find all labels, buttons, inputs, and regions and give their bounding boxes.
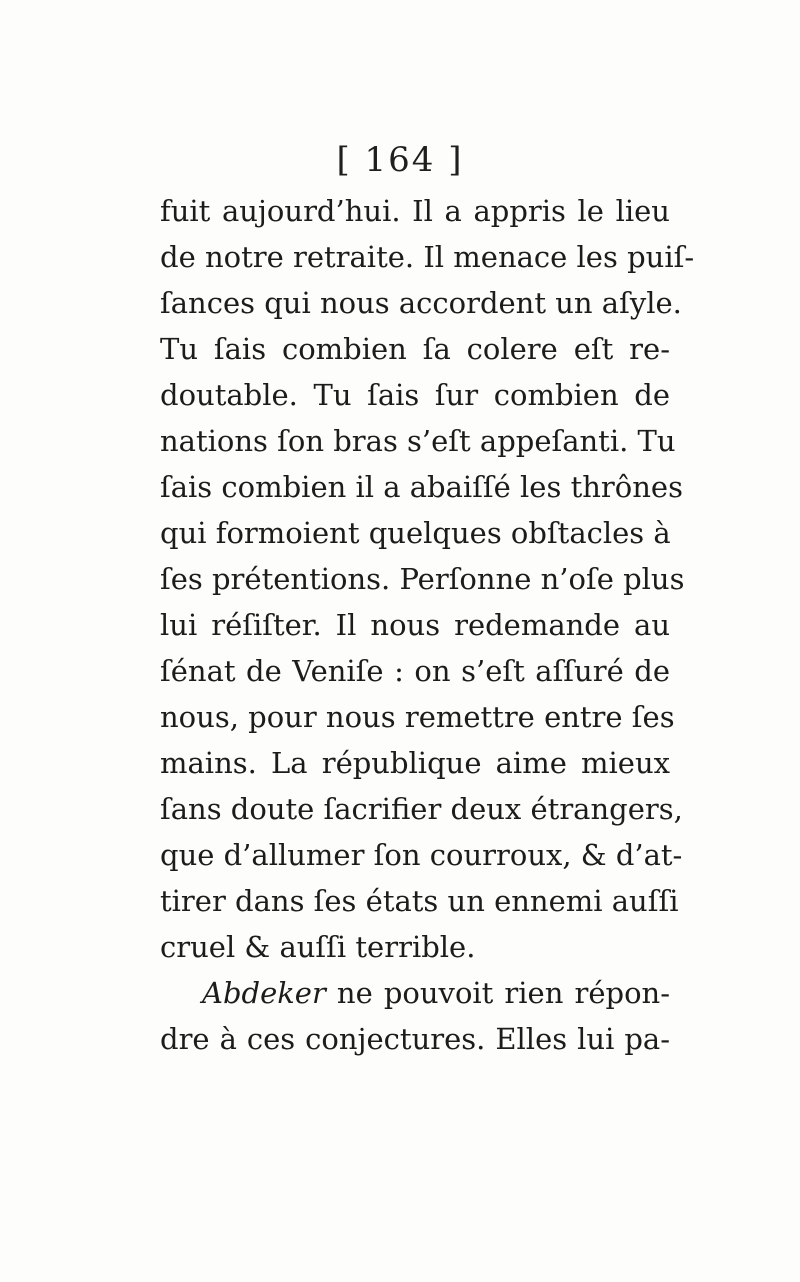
paragraph-2-line-2: dre à ces conjectures. Elles lui pa- (160, 1022, 670, 1056)
body-text (160, 188, 695, 1062)
text-line: cruel & auſſi terrible. (160, 930, 476, 964)
text-line: ſans doute ſacrifier deux étrangers, (160, 792, 683, 826)
text-line: ſes prétentions. Perſonne n’oſe plus (160, 562, 685, 596)
character-name: Abdeker (202, 976, 326, 1010)
text-line: que d’allumer ſon courroux, & d’at- (160, 838, 683, 872)
text-line: ſances qui nous accordent un aſyle. (160, 286, 682, 320)
paragraph-2-line-1 (160, 970, 670, 1016)
text-line: qui formoient quelques obſtacles à (160, 516, 671, 550)
text-line: nations ſon bras s’eſt appeſanti. Tu (160, 424, 676, 458)
paragraph-2-line-1-rest: ne pouvoit rien répon- (325, 976, 670, 1010)
text-line: tirer dans ſes états un ennemi auſſi (160, 884, 679, 918)
text-line: lui réſiſter. Il nous redemande au (160, 608, 670, 642)
text-line: fuit aujourd’hui. Il a appris le lieu (160, 194, 670, 228)
text-line: nous, pour nous remettre entre ſes (160, 700, 675, 734)
text-line: ſais combien il a abaiſſé les thrônes (160, 470, 683, 504)
text-line: Tu ſais combien ſa colere eſt re- (160, 332, 670, 366)
text-line: doutable. Tu ſais ſur combien de (160, 378, 670, 412)
text-line: ſénat de Veniſe : on s’eſt aſſuré de (160, 654, 670, 688)
text-line: de notre retraite. Il menace les puiſ- (160, 240, 695, 274)
text-line: mains. La république aime mieux (160, 746, 670, 780)
page-number: [ 164 ] (336, 140, 464, 180)
